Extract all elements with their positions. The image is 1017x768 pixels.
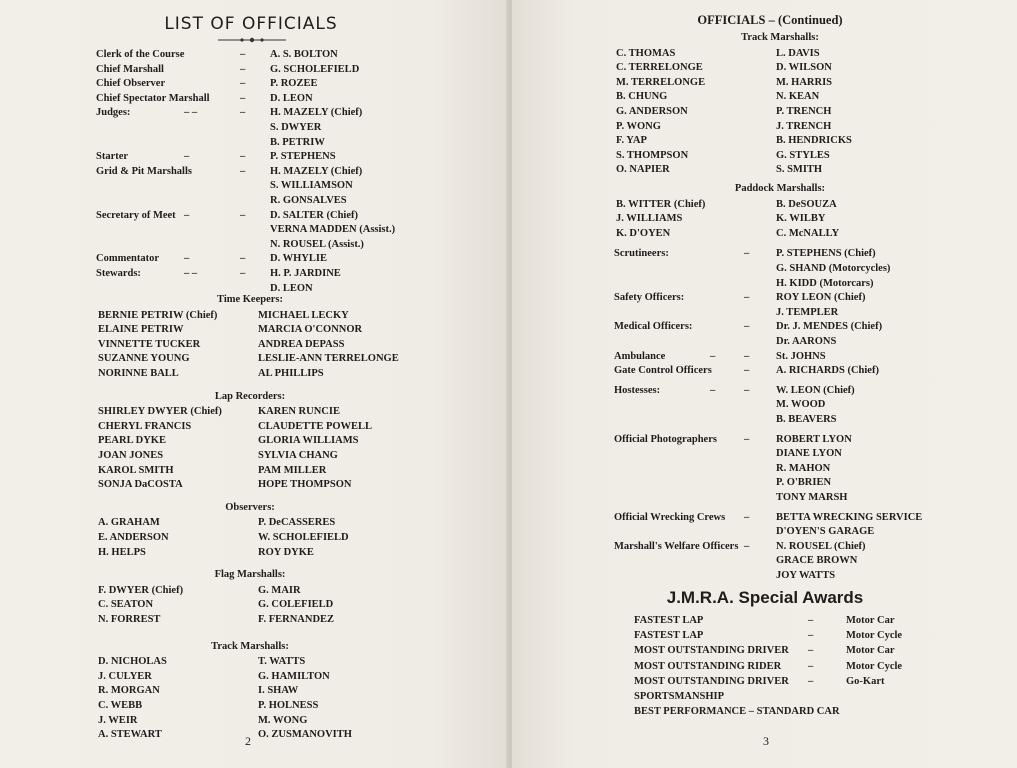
role-dashes: – – — [184, 268, 198, 279]
person-name: E. ANDERSON — [98, 532, 169, 543]
official-name: H. KIDD (Motorcars) — [776, 277, 874, 289]
person-name: T. WATTS — [258, 656, 306, 668]
official-role: Chief Observer — [96, 78, 166, 90]
person-name: C. SEATON — [98, 599, 154, 611]
official-name: B. PETRIW — [270, 136, 325, 148]
person-name: MARCIA O'CONNOR — [258, 324, 363, 336]
person-name: F. DWYER (Chief) — [98, 584, 184, 596]
person-name: P. WONG — [616, 120, 661, 132]
award-dash: – — [808, 615, 814, 626]
person-name: L. DAVIS — [776, 47, 820, 59]
award-name: BEST PERFORMANCE – STANDARD CAR — [634, 706, 840, 718]
person-name: CLAUDETTE POWELL — [258, 420, 373, 432]
official-name: D'OYEN'S GARAGE — [776, 526, 875, 538]
role-dash: – — [744, 433, 750, 445]
person-name: B. HENDRICKS — [776, 135, 852, 147]
person-name: K. D'OYEN — [616, 227, 671, 239]
official-role: Official Photographers — [614, 433, 717, 445]
role-dash: – — [744, 248, 750, 260]
person-name: GLORIA WILLIAMS — [258, 435, 359, 447]
person-name: C. TERRELONGE — [616, 62, 703, 74]
official-name: P. STEPHENS — [270, 151, 336, 163]
person-name: K. WILBY — [776, 213, 826, 225]
section-heading: Lap Recorders: — [214, 390, 286, 402]
person-name: KAROL SMITH — [98, 464, 174, 476]
official-name: ROY LEON (Chief) — [776, 292, 866, 304]
person-name: JOAN JONES — [98, 450, 164, 461]
role-dash: – — [744, 292, 750, 304]
official-role: Official Wrecking Crews — [614, 511, 726, 523]
person-name: NORINNE BALL — [98, 368, 179, 379]
role-dash: – — [240, 209, 246, 221]
role-dash: – — [744, 350, 750, 362]
award-category: Motor Car — [846, 615, 895, 626]
person-name: SONJA DaCOSTA — [98, 479, 183, 491]
role-dashes: – — [184, 151, 190, 163]
person-name: S. SMITH — [776, 164, 823, 176]
official-name: BETTA WRECKING SERVICE — [776, 511, 923, 523]
person-name: VINNETTE TUCKER — [98, 338, 201, 350]
official-role: Starter — [96, 151, 129, 163]
official-role: Marshall's Welfare Officers — [614, 540, 739, 552]
person-name: A. GRAHAM — [98, 517, 160, 529]
award-dash: – — [808, 675, 814, 687]
official-name: A. S. BOLTON — [270, 49, 338, 60]
award-name: SPORTSMANSHIP — [634, 691, 725, 702]
official-name: ROBERT LYON — [776, 433, 852, 445]
official-name: J. TEMPLER — [776, 306, 839, 318]
person-name: PAM MILLER — [258, 464, 327, 476]
role-dash: – — [240, 49, 246, 60]
award-name: FASTEST LAP — [634, 615, 704, 626]
person-name: CHERYL FRANCIS — [98, 420, 192, 432]
person-name: N. FORREST — [98, 614, 161, 625]
official-name: Dr. J. MENDES (Chief) — [776, 321, 883, 333]
official-name: DIANE LYON — [776, 448, 842, 460]
person-name: BERNIE PETRIW (Chief) — [98, 309, 218, 321]
role-dash: – — [240, 268, 246, 279]
person-name: ANDREA DEPASS — [258, 338, 345, 350]
person-name: N. KEAN — [776, 91, 820, 103]
official-role: Stewards: — [96, 268, 141, 279]
page-number: 3 — [763, 734, 769, 748]
award-name: FASTEST LAP — [634, 630, 704, 642]
official-role: Scrutineers: — [614, 248, 669, 260]
official-name: M. WOOD — [776, 399, 826, 411]
section-heading: Observers: — [225, 501, 275, 513]
role-dashes: – — [184, 253, 190, 265]
person-name: HOPE THOMPSON — [258, 479, 352, 491]
role-dash: – — [240, 151, 246, 163]
person-name: A. STEWART — [98, 729, 162, 741]
person-name: B. DeSOUZA — [776, 198, 837, 210]
official-role: Secretary of Meet — [96, 209, 176, 221]
person-name: I. SHAW — [258, 685, 299, 697]
person-name: G. HAMILTON — [258, 670, 330, 682]
person-name: P. DeCASSERES — [258, 517, 336, 529]
official-name: S. WILLIAMSON — [270, 180, 353, 192]
title-ornament-icon — [216, 37, 288, 43]
official-role: Grid & Pit Marshalls — [96, 165, 192, 177]
role-dash: – — [240, 107, 246, 119]
official-name: Dr. AARONS — [776, 336, 837, 347]
award-dash: – — [808, 630, 814, 642]
person-name: AL PHILLIPS — [258, 368, 324, 379]
role-dash: – — [240, 253, 246, 265]
official-name: N. ROUSEL (Assist.) — [270, 238, 364, 250]
person-name: SUZANNE YOUNG — [98, 353, 190, 365]
person-name: LESLIE-ANN TERRELONGE — [258, 353, 399, 365]
award-name: MOST OUTSTANDING DRIVER — [634, 675, 789, 687]
official-name: D. LEON — [270, 92, 313, 104]
person-name: KAREN RUNCIE — [258, 406, 340, 418]
role-dashes: – – — [184, 107, 198, 119]
role-dashes: – — [710, 350, 716, 362]
award-category: Motor Car — [846, 645, 895, 657]
person-name: J. CULYER — [98, 670, 152, 682]
role-dash: – — [240, 63, 246, 75]
person-name: P. HOLNESS — [258, 700, 319, 711]
person-name: M. TERRELONGE — [616, 76, 706, 88]
section-heading: Paddock Marshalls: — [734, 183, 826, 194]
person-name: ELAINE PETRIW — [98, 324, 184, 336]
person-name: J. WILLIAMS — [616, 213, 683, 225]
official-name: P. ROZEE — [270, 78, 318, 90]
page-title: LIST OF OFFICIALS — [164, 14, 338, 34]
person-name: ROY DYKE — [258, 546, 314, 558]
person-name: B. WITTER (Chief) — [616, 198, 706, 210]
award-name: MOST OUTSTANDING RIDER — [634, 660, 782, 672]
official-name: TONY MARSH — [776, 492, 848, 503]
section-heading: Track Marshalls: — [741, 32, 819, 43]
official-name: D. LEON — [270, 282, 313, 294]
official-role: Chief Spectator Marshall — [96, 92, 210, 104]
person-name: O. ZUSMANOVITH — [258, 729, 352, 741]
official-role: Chief Marshall — [96, 63, 164, 75]
award-category: Go-Kart — [846, 675, 885, 687]
official-name: G. SHAND (Motorcycles) — [776, 263, 891, 274]
official-name: W. LEON (Chief) — [776, 384, 855, 396]
person-name: D. WILSON — [776, 62, 832, 74]
role-dash: – — [744, 384, 750, 396]
person-name: C. McNALLY — [776, 227, 840, 239]
person-name: M. HARRIS — [776, 76, 833, 88]
person-name: B. CHUNG — [616, 91, 668, 103]
person-name: C. WEBB — [98, 700, 143, 711]
awards-title: J.M.R.A. Special Awards — [666, 588, 864, 607]
person-name: C. THOMAS — [616, 47, 676, 59]
official-role: Hostesses: — [614, 384, 661, 396]
person-name: SYLVIA CHANG — [258, 450, 338, 461]
official-name: B. BEAVERS — [776, 414, 837, 425]
official-name: G. SCHOLEFIELD — [270, 63, 360, 75]
official-name: A. RICHARDS (Chief) — [776, 365, 879, 377]
role-dash: – — [240, 78, 246, 90]
person-name: S. THOMPSON — [616, 149, 689, 161]
person-name: G. MAIR — [258, 584, 301, 596]
role-dash: – — [240, 165, 246, 177]
official-name: H. MAZELY (Chief) — [270, 107, 363, 119]
section-heading: Flag Marshalls: — [214, 569, 286, 581]
role-dash: – — [744, 540, 750, 552]
section-heading: Track Marshalls: — [211, 640, 289, 652]
official-name: VERNA MADDEN (Assist.) — [270, 224, 396, 236]
official-name: P. O'BRIEN — [776, 477, 832, 489]
official-role: Clerk of the Course — [96, 49, 185, 60]
award-category: Motor Cycle — [846, 630, 903, 642]
official-name: H. MAZELY (Chief) — [270, 165, 363, 177]
section-heading: Time Keepers: — [217, 294, 283, 305]
person-name: G. STYLES — [776, 149, 830, 161]
official-role: Commentator — [96, 253, 159, 265]
official-name: R. MAHON — [776, 462, 831, 474]
person-name: J. WEIR — [98, 714, 138, 726]
official-name: N. ROUSEL (Chief) — [776, 540, 866, 552]
person-name: SHIRLEY DWYER (Chief) — [98, 406, 222, 418]
person-name: M. WONG — [258, 714, 308, 726]
person-name: H. HELPS — [98, 546, 146, 558]
official-name: D. WHYLIE — [270, 253, 327, 265]
official-name: GRACE BROWN — [776, 555, 858, 567]
person-name: MICHAEL LECKY — [258, 309, 349, 321]
official-role: Ambulance — [614, 350, 666, 362]
official-name: D. SALTER (Chief) — [270, 209, 358, 221]
person-name: G. COLEFIELD — [258, 599, 334, 611]
role-dashes: – — [184, 209, 190, 221]
person-name: R. MORGAN — [98, 685, 160, 697]
award-category: Motor Cycle — [846, 660, 903, 672]
official-name: H. P. JARDINE — [270, 268, 341, 279]
person-name: J. TRENCH — [776, 120, 832, 132]
official-role: Gate Control Officers — [614, 365, 712, 377]
role-dash: – — [744, 365, 750, 377]
official-role: Judges: — [96, 107, 131, 119]
person-name: O. NAPIER — [616, 164, 670, 176]
person-name: PEARL DYKE — [98, 435, 166, 447]
role-dash: – — [744, 321, 750, 333]
person-name: D. NICHOLAS — [98, 656, 167, 668]
page-number: 2 — [245, 734, 251, 748]
person-name: F. YAP — [616, 135, 647, 147]
official-name: P. STEPHENS (Chief) — [776, 248, 876, 260]
role-dashes: – — [710, 384, 716, 396]
person-name: F. FERNANDEZ — [258, 614, 335, 625]
official-name: St. JOHNS — [776, 350, 826, 362]
official-role: Medical Officers: — [614, 321, 693, 333]
page-title-continued: OFFICIALS – (Continued) — [697, 13, 843, 27]
award-dash: – — [808, 660, 814, 672]
award-name: MOST OUTSTANDING DRIVER — [634, 645, 789, 657]
person-name: W. SCHOLEFIELD — [258, 532, 349, 543]
role-dash: – — [744, 511, 750, 523]
person-name: G. ANDERSON — [616, 106, 688, 117]
official-name: JOY WATTS — [776, 570, 836, 581]
official-name: S. DWYER — [270, 122, 322, 133]
person-name: P. TRENCH — [776, 106, 832, 117]
role-dash: – — [240, 92, 246, 104]
official-name: R. GONSALVES — [270, 195, 347, 206]
official-role: Safety Officers: — [614, 292, 685, 304]
award-dash: – — [808, 645, 814, 657]
